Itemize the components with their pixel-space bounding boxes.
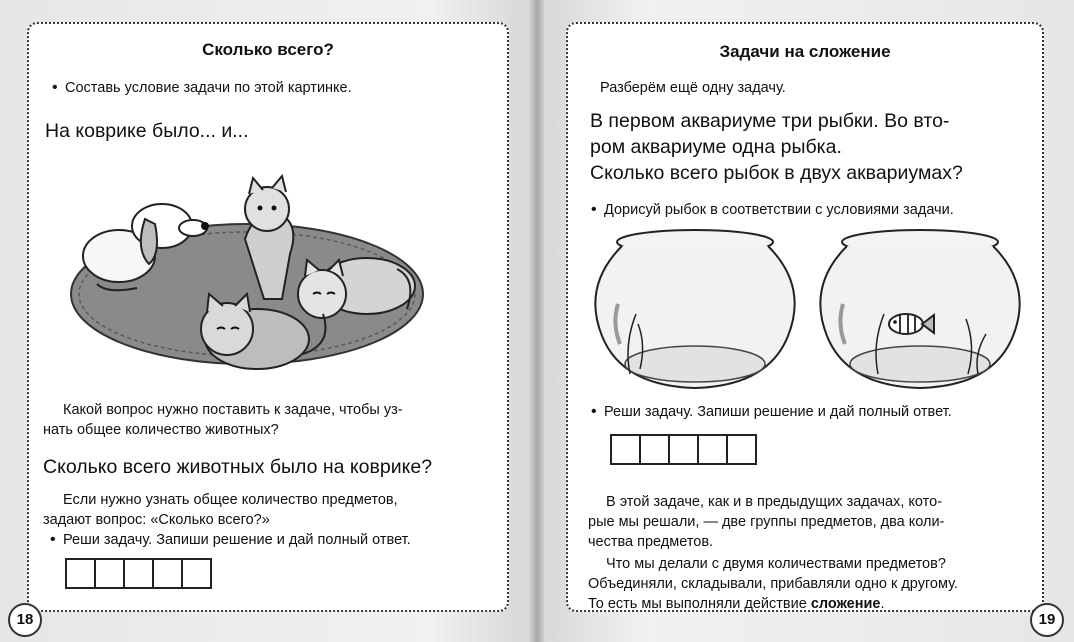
left-prompt: На коврике было... и...	[45, 120, 249, 142]
answer-cell[interactable]	[697, 434, 728, 465]
left-answer-question: Сколько всего животных было на коврике?	[43, 456, 433, 478]
right-explain-line2: рые мы решали, — две группы предметов, два коли-	[588, 514, 945, 530]
answer-cell[interactable]	[610, 434, 641, 465]
left-task-bullet: • Составь условие задачи по этой картинке.	[65, 78, 352, 98]
animals-on-rug-illustration	[67, 164, 427, 394]
answer-cell[interactable]	[726, 434, 757, 465]
aquarium-1	[595, 230, 794, 388]
left-title: Сколько всего?	[202, 40, 334, 59]
book-gutter	[530, 0, 544, 642]
right-title: Задачи на сложение	[719, 42, 891, 61]
right-conclusion	[588, 594, 885, 614]
right-intro: Разберём ещё одну задачу.	[600, 80, 786, 96]
left-solve-bullet: • Реши задачу. Запиши решение и дай полный ответ.	[63, 530, 411, 550]
right-draw-bullet: • Дорисуй рыбок в соответствии с условиями задачи.	[604, 200, 954, 220]
right-solve-bullet: • Реши задачу. Запиши решение и дай полный ответ.	[604, 402, 952, 422]
answer-cell[interactable]	[152, 558, 183, 589]
conclusion-prefix: То есть мы выполняли действие	[588, 596, 811, 612]
aquariums-illustration	[588, 224, 1028, 394]
right-question-line2: Объединяли, складывали, прибавляли одно к другому.	[588, 576, 958, 592]
right-question-line1: Что мы делали с двумя количествами предметов?	[606, 556, 946, 572]
left-panel	[27, 22, 509, 612]
right-problem-line2: ром аквариуме одна рыбка.	[590, 136, 842, 158]
right-page-number: 19	[1030, 603, 1064, 637]
answer-cell[interactable]	[65, 558, 96, 589]
answer-cell[interactable]	[181, 558, 212, 589]
left-answer-grid[interactable]	[65, 558, 210, 589]
right-explain-line1: В этой задаче, как и в предыдущих задачах, кото-	[606, 494, 943, 510]
left-page-number: 18	[8, 603, 42, 637]
right-explain-line3: чества предметов.	[588, 534, 714, 550]
answer-cell[interactable]	[639, 434, 670, 465]
left-question-line1: Какой вопрос нужно поставить к задаче, чтобы уз-	[63, 402, 403, 418]
left-rule-line2: задают вопрос: «Сколько всего?»	[43, 512, 270, 528]
left-rule-line1: Если нужно узнать общее количество предметов,	[63, 492, 398, 508]
conclusion-bold-term: сложение	[810, 596, 881, 612]
right-problem-line1: В первом аквариуме три рыбки. Во вто-	[590, 110, 950, 132]
conclusion-suffix: .	[880, 596, 885, 612]
aquarium-2	[820, 230, 1019, 388]
right-answer-grid[interactable]	[610, 434, 755, 465]
right-problem-line3: Сколько всего рыбок в двух аквариумах?	[590, 162, 963, 184]
right-panel	[566, 22, 1044, 612]
answer-cell[interactable]	[668, 434, 699, 465]
answer-cell[interactable]	[94, 558, 125, 589]
answer-cell[interactable]	[123, 558, 154, 589]
left-question-line2: нать общее количество животных?	[43, 422, 279, 438]
